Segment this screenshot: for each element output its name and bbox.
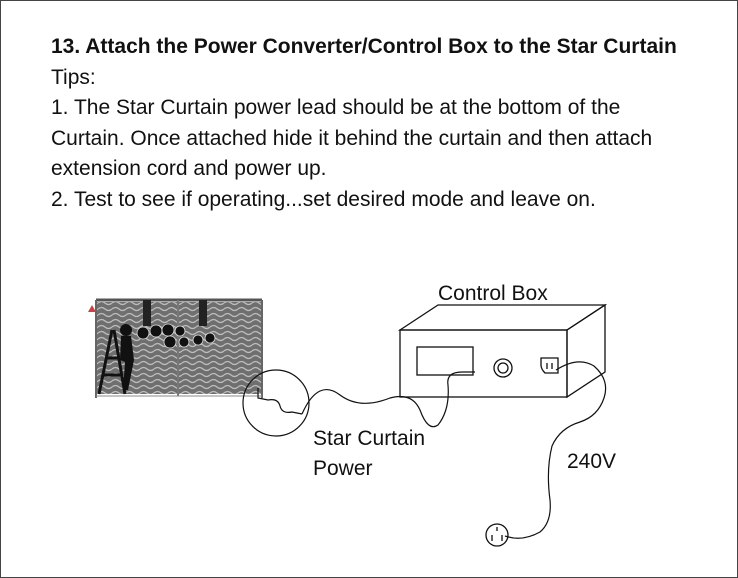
curtain-lead	[258, 388, 302, 414]
step-heading: 13. Attach the Power Converter/Control Box to the Star Curtain	[51, 35, 677, 58]
control-box-label: Control Box	[438, 282, 548, 305]
tip-1-line-1: 1. The Star Curtain power lead should be at the bottom of the	[51, 96, 621, 119]
tip-1-line-2: Curtain. Once attached hide it behind the curtain and then attach	[51, 126, 653, 150]
star-curtain-image-icon	[88, 300, 262, 398]
power-cable	[302, 372, 475, 427]
star-curtain-power-label-line-2: Power	[313, 457, 373, 480]
tips-label: Tips:	[51, 65, 96, 89]
tip-1-line-3: extension cord and power up.	[51, 157, 327, 180]
tip-2: 2. Test to see if operating...set desired mode and leave on.	[51, 187, 596, 211]
wall-plug-icon	[486, 524, 508, 546]
voltage-label: 240V	[567, 450, 617, 473]
control-box-icon	[400, 305, 605, 397]
connection-highlight-circle	[243, 370, 309, 436]
star-curtain-power-label-line-1: Star Curtain	[313, 427, 426, 450]
